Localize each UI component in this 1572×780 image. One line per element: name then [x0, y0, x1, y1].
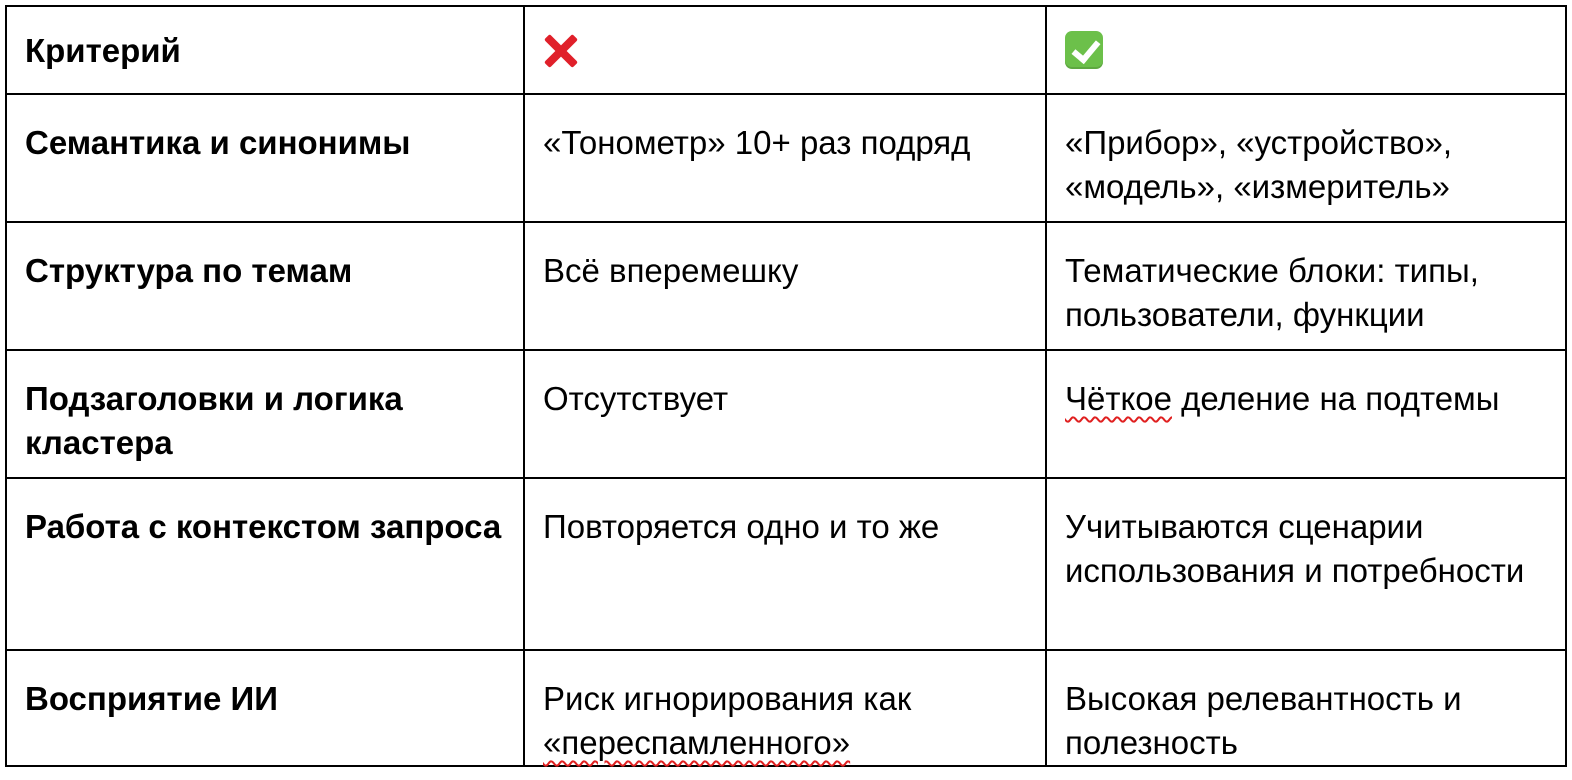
- table-row: [6, 222, 1566, 350]
- table-row: [6, 350, 1566, 478]
- bad-text: Всё вперемешку: [543, 252, 799, 289]
- criterion-text: Подзаголовки и логика кластера: [25, 380, 403, 461]
- bad-text: Отсутствует: [543, 380, 729, 417]
- bad-cell: [524, 222, 1046, 350]
- criterion-cell: [6, 650, 524, 766]
- header-good-cell: [1046, 6, 1566, 94]
- good-text: Тематические блоки: типы, пользователи, функции: [1065, 252, 1479, 333]
- table-row: [6, 94, 1566, 222]
- header-criterion-label: Критерий: [25, 32, 181, 69]
- criterion-text: Восприятие ИИ: [25, 680, 278, 717]
- comparison-table: [5, 5, 1567, 767]
- criterion-text: Работа с контекстом запроса: [25, 508, 502, 545]
- good-text: Высокая релевантность и полезность: [1065, 680, 1462, 761]
- bad-cell: [524, 94, 1046, 222]
- bad-text: «Тонометр» 10+ раз подряд: [543, 124, 971, 161]
- good-cell: [1046, 94, 1566, 222]
- good-cell: [1046, 650, 1566, 766]
- criterion-cell: [6, 94, 524, 222]
- good-text: «Прибор», «устройство», «модель», «измеритель»: [1065, 124, 1453, 205]
- table-row: [6, 650, 1566, 766]
- good-text: деление на подтемы: [1171, 380, 1500, 417]
- criterion-cell: [6, 478, 524, 650]
- criterion-cell: [6, 350, 524, 478]
- spellcheck-marked-word: «переспамленного»: [543, 724, 851, 761]
- bad-cell: [524, 650, 1046, 766]
- bad-cell: [524, 478, 1046, 650]
- table-row: [6, 478, 1566, 650]
- header-bad-cell: [524, 6, 1046, 94]
- header-criterion-cell: [6, 6, 524, 94]
- bad-text: Повторяется одно и то же: [543, 508, 940, 545]
- bad-cell: [524, 350, 1046, 478]
- criterion-text: Семантика и синонимы: [25, 124, 411, 161]
- check-mark-icon: [1065, 31, 1103, 69]
- spellcheck-marked-word: Чёткое: [1065, 380, 1172, 417]
- good-cell: [1046, 350, 1566, 478]
- good-cell: [1046, 222, 1566, 350]
- table-header-row: [6, 6, 1566, 94]
- bad-text: Риск игнорирования как: [543, 680, 912, 717]
- criterion-text: Структура по темам: [25, 252, 353, 289]
- good-cell: [1046, 478, 1566, 650]
- cross-mark-icon: [543, 33, 579, 69]
- good-text: Учитываются сценарии использования и потребности: [1065, 508, 1525, 589]
- criterion-cell: [6, 222, 524, 350]
